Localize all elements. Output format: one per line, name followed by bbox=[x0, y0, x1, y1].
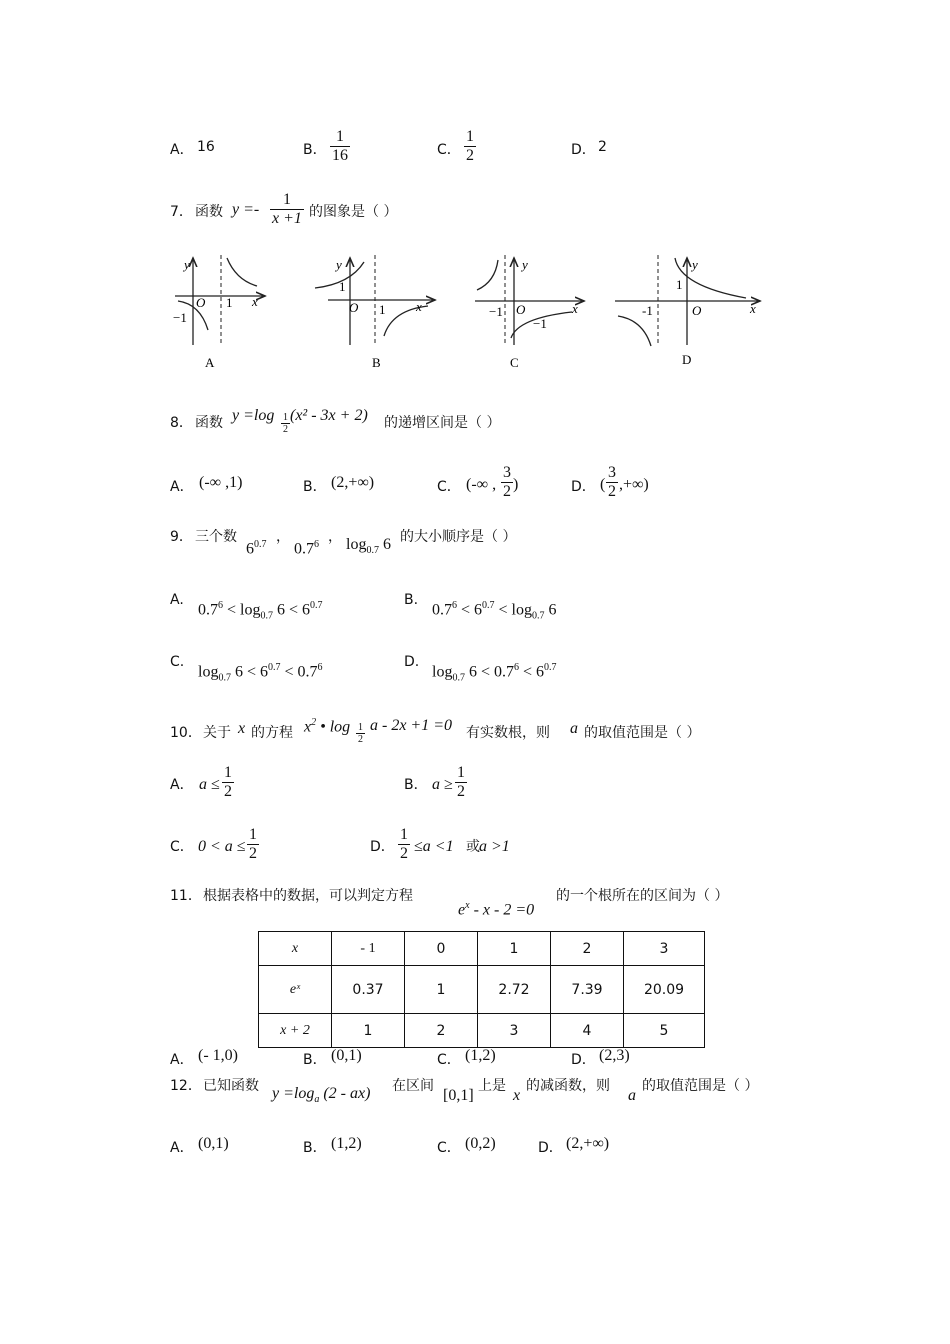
q7-graph-a bbox=[173, 255, 265, 370]
q10-option-b-letter: B． bbox=[404, 777, 428, 793]
q8-option-d-pre: ( bbox=[600, 476, 606, 493]
q12-option-a-letter: A． bbox=[170, 1140, 194, 1156]
q6-option-a-value: 16 bbox=[197, 139, 215, 155]
q8-option-c-pre: (-∞ , bbox=[466, 476, 497, 493]
q10-option-d-fraction: $\frac{1}{2}$ bbox=[400, 826, 408, 862]
q7-a-origin: O bbox=[196, 295, 206, 310]
q11-equation: $e^x - x - 2 =0$ bbox=[458, 900, 535, 919]
q7-graph-d-label: D bbox=[682, 352, 692, 367]
q10-post2: 的取值范围是（ ） bbox=[584, 725, 701, 741]
q9-pre: 三个数 bbox=[195, 529, 237, 545]
table-row bbox=[259, 966, 705, 1014]
q8-option-c-letter: C． bbox=[437, 479, 461, 495]
q8-option-c-fraction: $\frac{3}{2}$ bbox=[503, 464, 511, 500]
q7-d-tick-neg1: -1 bbox=[642, 303, 653, 318]
q9-sep-2: ， bbox=[328, 529, 342, 545]
q10-post1: 有实数根，则 bbox=[466, 725, 550, 741]
q6-option-d-letter: D． bbox=[571, 142, 596, 158]
q7-pre: 函数 bbox=[195, 204, 223, 220]
q9-term-3: $\log_{0.7} 6$ bbox=[346, 536, 391, 557]
q11-number: 11． bbox=[170, 888, 202, 904]
q10-var2: a bbox=[570, 720, 578, 737]
q9-term-2: $0.7^6$ bbox=[294, 539, 319, 558]
q8-base: $\frac{1}{2}$ bbox=[283, 412, 288, 435]
table-cell: 1 bbox=[478, 932, 551, 966]
q7-graph-c bbox=[475, 255, 584, 370]
q9-option-d-letter: D. bbox=[404, 654, 420, 670]
table-cell: 0.37 bbox=[332, 966, 405, 1014]
table-cell: 1 bbox=[332, 1014, 405, 1048]
q10-number: 10． bbox=[170, 725, 202, 741]
q7-c-axis-x: x bbox=[572, 301, 578, 316]
q12-option-d-value: (2,+∞) bbox=[566, 1135, 610, 1152]
q10-option-c-fraction: $\frac{1}{2}$ bbox=[249, 826, 257, 862]
table-cell: x bbox=[259, 932, 332, 966]
q8-post: 的递增区间是（ ） bbox=[384, 415, 501, 431]
q12-option-b-value: (1,2) bbox=[331, 1135, 362, 1152]
q8-option-d-letter: D． bbox=[571, 479, 596, 495]
table-cell: 3 bbox=[478, 1014, 551, 1048]
q12-interval: [0,1] bbox=[443, 1087, 474, 1104]
q12-option-c-letter: C． bbox=[437, 1140, 461, 1156]
q10-option-d-or: 或 bbox=[466, 839, 480, 855]
table-cell: 20.09 bbox=[624, 966, 705, 1014]
q8-pre: 函数 bbox=[195, 415, 223, 431]
q12-option-a-value: (0,1) bbox=[198, 1135, 229, 1152]
q11-option-b-value: (0,1) bbox=[331, 1047, 362, 1064]
q9-option-c-letter: C. bbox=[170, 654, 185, 670]
q12-mid2: 上是 bbox=[478, 1078, 506, 1094]
q10-option-a-fraction: $\frac{1}{2}$ bbox=[224, 764, 232, 800]
q12-expr: $y =\log_a$ (2 - ax) bbox=[272, 1085, 371, 1106]
q9-option-b-letter: B. bbox=[404, 592, 419, 608]
q9-option-d-expr: $\log_{0.7} 6 < 0.7^6 < 6^{0.7}$ bbox=[432, 662, 557, 684]
q11-option-a-value: (- 1,0) bbox=[198, 1047, 238, 1064]
q7-graph-b bbox=[315, 255, 435, 370]
q8-option-d-fraction: $\frac{3}{2}$ bbox=[608, 464, 616, 500]
q7-d-axis-x: x bbox=[750, 301, 756, 316]
q11-data-table bbox=[258, 931, 705, 1048]
q8-option-b-letter: B． bbox=[303, 479, 327, 495]
q10-mid: 的方程 bbox=[251, 725, 293, 741]
q12-mid1: 在区间 bbox=[392, 1078, 434, 1094]
q8-number: 8． bbox=[170, 415, 193, 431]
table-cell: 4 bbox=[551, 1014, 624, 1048]
q12-option-d-letter: D． bbox=[538, 1140, 563, 1156]
q9-option-a-letter: A. bbox=[170, 592, 184, 608]
q7-c-axis-y: y bbox=[522, 257, 528, 272]
q12-number: 12． bbox=[170, 1078, 202, 1094]
q6-option-b-letter: B． bbox=[303, 142, 327, 158]
q7-graph-c-label: C bbox=[510, 355, 519, 370]
table-row bbox=[259, 932, 705, 966]
q7-graph-d bbox=[615, 255, 760, 367]
table-cell: 1 bbox=[405, 966, 478, 1014]
q12-var: x bbox=[513, 1087, 521, 1104]
q7-b-origin: O bbox=[349, 300, 359, 315]
q8-option-a-value: (-∞ ,1) bbox=[199, 474, 243, 491]
q10-base: $\frac{1}{2}$ bbox=[358, 722, 363, 745]
q11-option-b-letter: B． bbox=[303, 1052, 327, 1068]
q11-option-d-value: (2,3) bbox=[599, 1047, 630, 1064]
q8-option-a-letter: A． bbox=[170, 479, 194, 495]
q11-option-c-value: (1,2) bbox=[465, 1047, 496, 1064]
q8-option-b-value: (2,+∞) bbox=[331, 474, 375, 491]
table-cell: 0 bbox=[405, 932, 478, 966]
q11-option-c-letter: C． bbox=[437, 1052, 461, 1068]
q10-option-a-pre: a ≤ bbox=[199, 776, 220, 793]
q7-a-tick-1: 1 bbox=[226, 295, 233, 310]
q10-pre: 关于 bbox=[203, 725, 231, 741]
q7-number: 7． bbox=[170, 204, 193, 220]
q6-option-a-letter: A． bbox=[170, 142, 194, 158]
q7-c-tick-neg1-y: −1 bbox=[533, 316, 547, 331]
q7-b-axis-y: y bbox=[336, 257, 342, 272]
q9-number: 9． bbox=[170, 529, 193, 545]
q7-fraction: $\frac{1}{x +1}$ bbox=[272, 191, 302, 227]
q10-option-d-letter: D． bbox=[370, 839, 395, 855]
q7-b-tick-1-y: 1 bbox=[339, 279, 346, 294]
q7-b-tick-1: 1 bbox=[379, 302, 386, 317]
q9-term-1: $6^{0.7}$ bbox=[246, 539, 267, 558]
q6-option-d-value: 2 bbox=[598, 139, 607, 155]
q7-c-tick-neg1: −1 bbox=[489, 304, 503, 319]
table-row bbox=[259, 1014, 705, 1048]
q7-graph-b-label: B bbox=[372, 355, 381, 370]
q10-option-a-letter: A． bbox=[170, 777, 194, 793]
q7-graph-a-label: A bbox=[205, 355, 215, 370]
table-cell: 5 bbox=[624, 1014, 705, 1048]
q9-post: 的大小顺序是（ ） bbox=[400, 529, 517, 545]
q8-option-c-post: ) bbox=[513, 476, 519, 493]
q10-option-c-pre: 0 < a ≤ bbox=[198, 838, 246, 855]
q12-pre: 已知函数 bbox=[203, 1078, 259, 1094]
q12-option-c-value: (0,2) bbox=[465, 1135, 496, 1152]
table-cell: 2 bbox=[551, 932, 624, 966]
q12-post: 的取值范围是（ ） bbox=[642, 1078, 759, 1094]
q9-option-c-expr: $\log_{0.7} 6 < 6^{0.7} < 0.7^6$ bbox=[198, 662, 323, 684]
q10-option-d-part-a: ≤a <1 bbox=[414, 838, 454, 855]
q6-option-b-fraction: $\frac{1}{16}$ bbox=[332, 128, 348, 164]
q10-expr-head: $x^2$ • log bbox=[304, 717, 351, 736]
table-cell: x + 2 bbox=[259, 1014, 332, 1048]
q7-d-axis-y: y bbox=[692, 257, 698, 272]
q10-option-b-fraction: $\frac{1}{2}$ bbox=[457, 764, 465, 800]
q10-option-b-pre: a ≥ bbox=[432, 776, 453, 793]
q7-b-axis-x: x bbox=[416, 299, 422, 314]
q8-expr: y =log bbox=[232, 407, 275, 424]
q6-option-c-fraction: $\frac{1}{2}$ bbox=[466, 128, 474, 164]
table-cell: - 1 bbox=[332, 932, 405, 966]
q7-expr-left: y =- bbox=[232, 201, 260, 218]
table-cell: 7.39 bbox=[551, 966, 624, 1014]
q10-var: x bbox=[238, 720, 246, 737]
q8-arg: (x² - 3x + 2) bbox=[290, 407, 368, 424]
q7-a-tick-neg1: −1 bbox=[173, 310, 187, 325]
q7-c-origin: O bbox=[516, 302, 526, 317]
q7-a-axis-y: y bbox=[184, 257, 190, 272]
q7-graph-options bbox=[160, 250, 780, 375]
q9-option-b-expr: $0.7^6 < 6^{0.7} < \log_{0.7} 6$ bbox=[432, 600, 557, 622]
q10-option-c-letter: C． bbox=[170, 839, 194, 855]
q6-option-c-letter: C． bbox=[437, 142, 461, 158]
q9-option-a-expr: $0.7^6 < \log_{0.7} 6 < 6^{0.7}$ bbox=[198, 600, 323, 622]
q7-post: 的图象是（ ） bbox=[309, 204, 398, 220]
q7-d-tick-1-y: 1 bbox=[676, 277, 683, 292]
table-cell: 3 bbox=[624, 932, 705, 966]
q10-expr-tail: a - 2x +1 =0 bbox=[370, 717, 453, 734]
q11-option-d-letter: D． bbox=[571, 1052, 596, 1068]
q11-pre: 根据表格中的数据，可以判定方程 bbox=[203, 888, 413, 904]
q10-option-d-part-b: a >1 bbox=[479, 838, 510, 855]
q11-option-a-letter: A． bbox=[170, 1052, 194, 1068]
table-cell: eˣ bbox=[259, 966, 332, 1014]
table-cell: 2.72 bbox=[478, 966, 551, 1014]
q7-a-axis-x: x bbox=[252, 294, 258, 309]
q12-var2: a bbox=[628, 1087, 636, 1104]
q7-d-origin: O bbox=[692, 303, 702, 318]
q12-mid3: 的减函数，则 bbox=[526, 1078, 610, 1094]
q12-option-b-letter: B． bbox=[303, 1140, 327, 1156]
q8-option-d-post: ,+∞) bbox=[619, 476, 649, 493]
table-cell: 2 bbox=[405, 1014, 478, 1048]
q11-post: 的一个根所在的区间为（ ） bbox=[556, 888, 729, 904]
q9-sep-1: ， bbox=[276, 529, 290, 545]
